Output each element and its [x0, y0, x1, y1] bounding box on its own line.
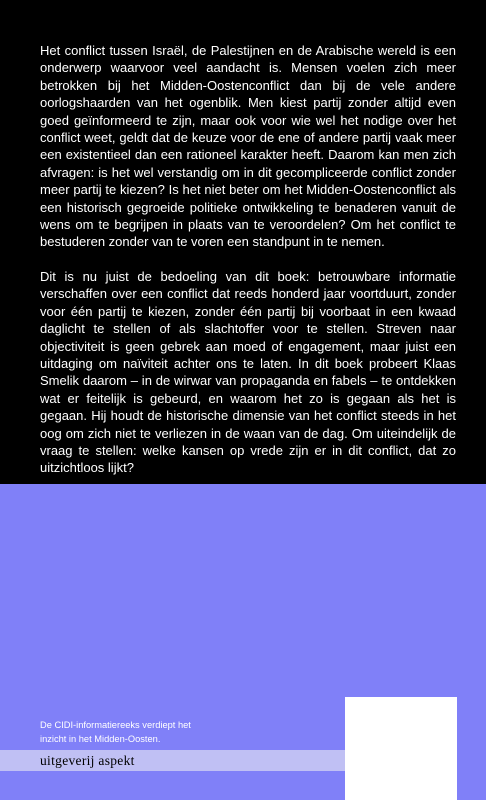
series-note-line-1: De CIDI-informatiereeks verdiept het — [40, 720, 191, 730]
series-note — [40, 718, 300, 746]
back-cover-blurb — [40, 42, 456, 477]
publisher-band — [0, 750, 345, 771]
series-note-line-2: inzicht in het Midden-Oosten. — [40, 734, 161, 744]
publisher-name: uitgeverij aspekt — [40, 753, 135, 768]
blurb-paragraph-2: Dit is nu juist de bedoeling van dit boek: betrouwbare informatie verschaffen over een conflict dat reeds honderd jaar voortduurt, zonder voor één partij te kiezen, zonder één partij bij voorbaat in een kwaad daglicht te stellen of als slachtoffer voor te stellen. Streven naar objectiviteit is geen gebrek aan moed of engagement, maar juist een uitdaging om naïviteit achter ons te laten. In dit boek probeert Klaas Smelik daarom – in de wirwar van propaganda en fabels – te ontdekken wat er feitelijk is gebeurd, en waarom het zo is gegaan als het is gegaan. Hij houdt de historische dimensie van het conflict steeds in het oog om zich niet te verliezen in de waan van de dag. Om uiteindelijk de vraag te stellen: welke kansen op vrede zijn er in dit conflict, dat zo uitzichtloos lijkt? — [40, 268, 456, 476]
blurb-paragraph-1: Het conflict tussen Israël, de Palestijnen en de Arabische wereld is een onderwerp waarvoor veel aandacht is. Mensen voelen zich meer betrokken bij het Midden-Oostenconflict dan bij de vele andere oorlogshaarden van het ogenblik. Men kiest partij zonder altijd even goed geïnformeerd te zijn, maar ook voor wie wel het nodige over het conflict weet, geldt dat de keuze voor de ene of andere partij vaak meer een existentieel dan een rationeel karakter heeft. Daarom kan men zich afvragen: is het wel verstandig om in dit gecompliceerde conflict zonder meer partij te kiezen? Is het niet beter om het Midden-Oostenconflict als een historisch gegroeide politieke ontwikkeling te benaderen vanuit de wens om te begrijpen in plaats van te veroordelen? Om het conflict te bestuderen zonder van te voren een standpunt in te nemen. — [40, 43, 456, 250]
barcode-area — [345, 697, 457, 800]
